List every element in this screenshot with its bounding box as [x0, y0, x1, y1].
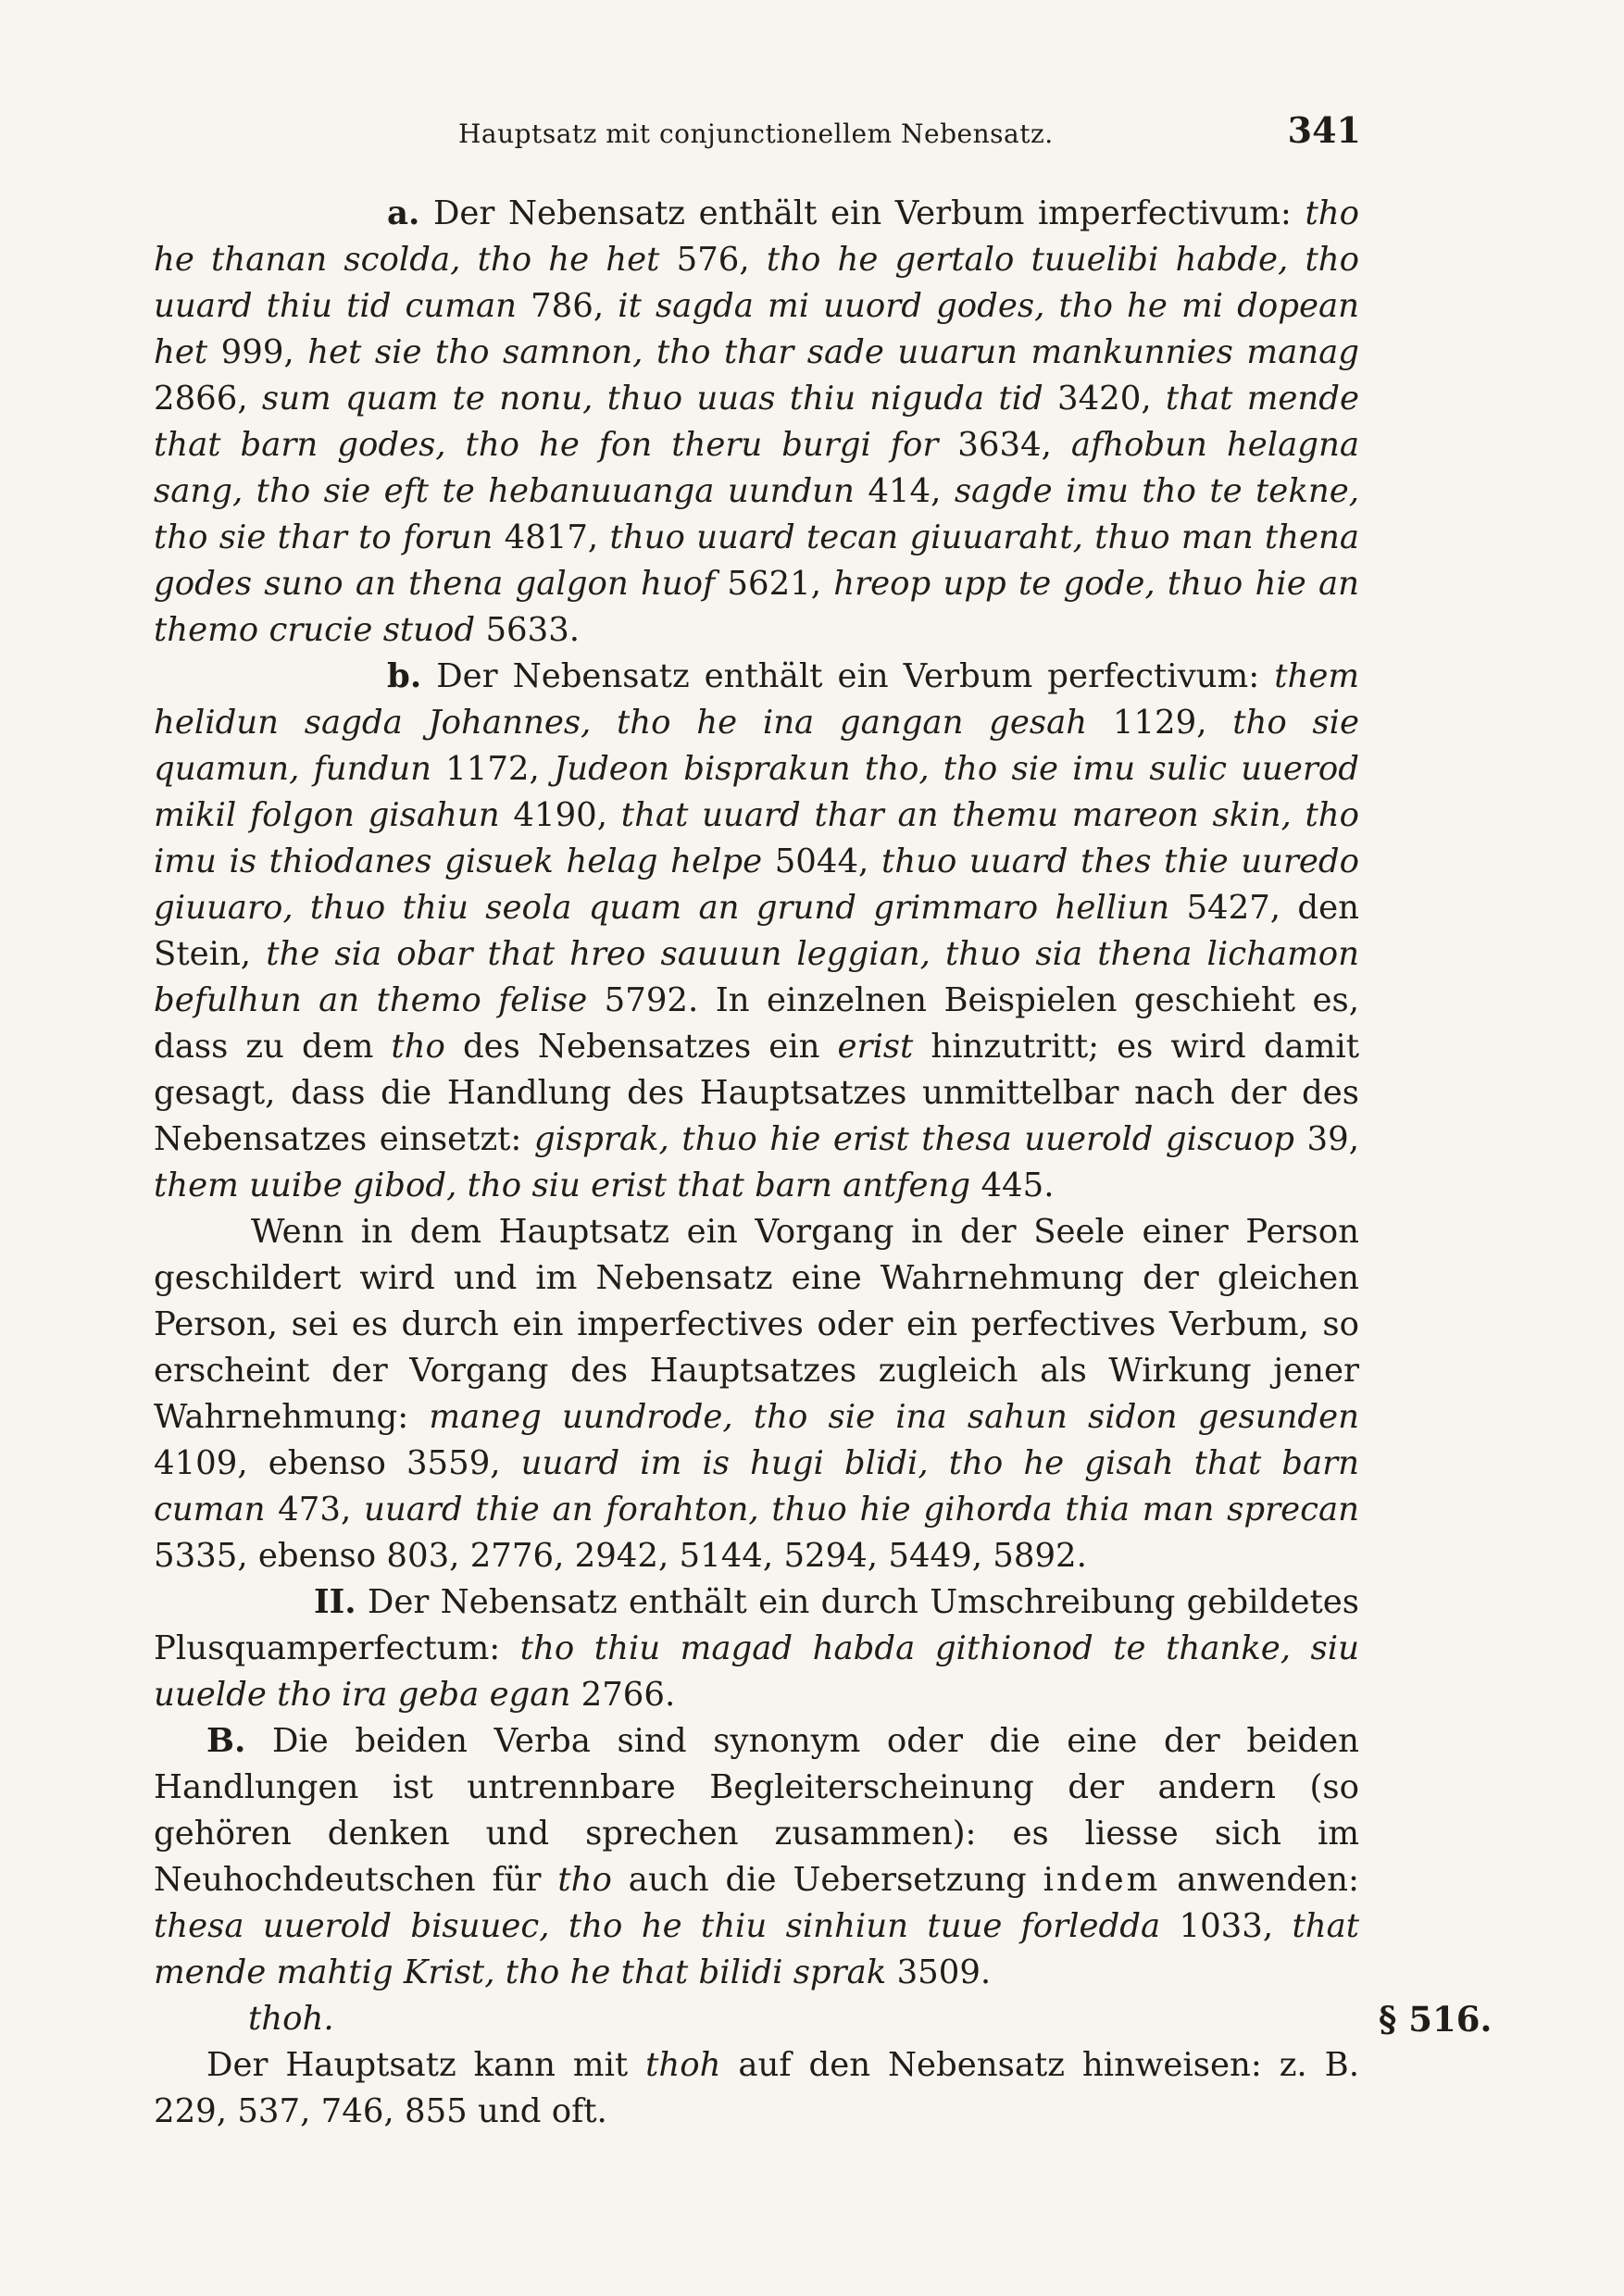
- verse-ref: 999,: [207, 333, 308, 371]
- example: Judeon bisprakun tho, tho sie imu sulic uuerod mikil folgon gisahun: [154, 750, 1359, 834]
- section-heading: [154, 1996, 1493, 2042]
- example: tho sie quamun, fundun: [154, 704, 1359, 788]
- verse-ref: 1129,: [1087, 704, 1233, 742]
- verse-ref: 5633.: [475, 611, 581, 649]
- verse-ref: 3509.: [886, 1953, 992, 1991]
- verse-ref: 576,: [659, 241, 767, 279]
- page-number: 341: [1287, 109, 1361, 151]
- body-text: Der Hauptsatz kann mit: [206, 2046, 646, 2084]
- body-text: des Nebensatzes ein: [444, 1028, 838, 1066]
- body-text: Wenn in dem Hauptsatz ein Vorgang in der Seele einer Person geschildert wird und im Nebensatz eine Wahrnehmung der gleichen Person, sei es durch ein imperfectives oder ein perfectives Verbum, so erscheint der Vorgang des Hauptsatzes zugleich als Wirkung jener Wahrnehmung:: [154, 1213, 1359, 1436]
- body-text: Die beiden Verba sind synonym oder die eine der beiden Handlungen ist untrennbare Begleiterscheinung der andern (so gehören denken und sprechen zusammen): es liesse sich im Neuhochdeutschen für: [154, 1722, 1359, 1899]
- example-word: thoh: [645, 2046, 721, 2084]
- verse-ref: 4109, ebenso 3559,: [154, 1444, 521, 1482]
- example: that mende mahtig Krist, tho he that bilidi sprak: [154, 1907, 1360, 1991]
- verse-ref: 3634,: [938, 426, 1071, 464]
- main-text: [154, 191, 1493, 2135]
- example: hreop upp te gode, thuo hie an themo crucie stuod: [154, 565, 1359, 649]
- body-text: auch die Uebersetzung: [611, 1861, 1043, 1899]
- example: thuo uuard tecan giuuaraht, thuo man thena godes suno an thena galgon huof: [154, 518, 1360, 603]
- example: thesa uuerold bisuuec, tho he thiu sinhiun tuue forledda: [154, 1907, 1161, 1945]
- example: the sia obar that hreo sauuun leggian, thuo sia thena lichamon befulhun an themo felise: [154, 935, 1359, 1019]
- example: that mende that barn godes, tho he fon theru burgi for: [154, 380, 1359, 464]
- marker-ii: II.: [314, 1583, 356, 1621]
- example: it sagda mi uuord godes, tho he mi dopean het: [154, 287, 1359, 371]
- example: sum quam te nonu, thuo uuas thiu niguda tid: [261, 380, 1043, 418]
- example: tho he gertalo tuuelibi habde, tho uuard thiu tid cuman: [154, 241, 1359, 325]
- verse-ref: 4190,: [499, 796, 621, 834]
- page-header: [458, 109, 1361, 165]
- example: thuo uuard thes thie uuredo giuuaro, thuo thiu seola quam an grund grimmaro helliun: [154, 842, 1359, 927]
- verse-ref: 786,: [517, 287, 618, 325]
- body-text: anwenden:: [1160, 1861, 1359, 1899]
- verse-ref: 3420,: [1043, 380, 1166, 418]
- marker-a: a.: [387, 194, 420, 232]
- marker-B: B.: [206, 1722, 246, 1760]
- paragraph-wenn: [154, 1209, 1359, 1579]
- verse-ref: 5621,: [715, 565, 834, 603]
- marker-b: b.: [387, 657, 422, 695]
- verse-ref: 2866,: [154, 380, 262, 418]
- paragraph-ii: [154, 1579, 1359, 1718]
- example: maneg uundrode, tho sie ina sahun sidon gesunden: [429, 1398, 1359, 1436]
- section-mark: § 516.: [1379, 1999, 1493, 2040]
- section-keyword: thoh.: [248, 2000, 334, 2038]
- example: afhobun helagna sang, tho sie eft te hebanuuanga uundun: [154, 426, 1360, 510]
- example: tho thiu magad habda githionod te thanke, siu uuelde tho ira geba egan: [154, 1629, 1359, 1714]
- example: them helidun sagda Johannes, tho he ina gangan gesah: [154, 657, 1359, 742]
- verse-ref: 473,: [265, 1491, 364, 1529]
- spaced-word: indem: [1043, 1861, 1161, 1899]
- example-word: erist: [837, 1028, 914, 1066]
- verse-ref: 2766.: [570, 1676, 676, 1714]
- example-word: tho: [557, 1861, 612, 1899]
- example: sagde imu tho te tekne, tho sie thar to forun: [154, 472, 1359, 556]
- example: gisprak, thuo hie erist thesa uuerold giscuop: [533, 1120, 1295, 1158]
- verse-ref: 414,: [854, 472, 955, 510]
- example: tho he thanan scolda, tho he het: [154, 194, 1359, 279]
- body-text: hinzutritt; es wird damit gesagt, dass die Handlung des Hauptsatzes unmittelbar nach der des Nebensatzes einsetzt:: [154, 1028, 1359, 1158]
- example: uuard im is hugi blidi, tho he gisah that barn cuman: [154, 1444, 1359, 1529]
- body-text: 5792. In einzelnen Beispielen geschieht es, dass zu dem: [154, 981, 1359, 1066]
- verse-ref: 445.: [970, 1167, 1055, 1204]
- example: uuard thie an forahton, thuo hie gihorda thia man sprecan: [363, 1491, 1359, 1529]
- running-title: Hauptsatz mit conjunctionellem Nebensatz.: [458, 119, 1054, 149]
- body-text: Der Nebensatz enthält ein durch Umschreibung gebildetes Plusquamperfectum:: [154, 1583, 1359, 1667]
- example: that uuard thar an themu mareon skin, tho imu is thiodanes gisuek helag helpe: [154, 796, 1359, 880]
- lead-text: Der Nebensatz enthält ein Verbum perfectivum:: [421, 657, 1275, 695]
- verse-ref: 5427, den Stein,: [154, 889, 1359, 973]
- verse-ref: 39,: [1294, 1120, 1359, 1158]
- example: them uuibe gibod, tho siu erist that barn antfeng: [154, 1167, 971, 1204]
- example-word: tho: [391, 1028, 445, 1066]
- verse-ref: 1033,: [1160, 1907, 1293, 1945]
- verse-ref: 4817,: [493, 518, 610, 556]
- paragraph-a: [154, 191, 1359, 654]
- verse-ref: 1172,: [431, 750, 554, 788]
- paragraph-B: [154, 1718, 1359, 1996]
- lead-text: Der Nebensatz enthält ein Verbum imperfectivum:: [419, 194, 1305, 232]
- verse-ref: 5335, ebenso 803, 2776, 2942, 5144, 5294, 5449, 5892.: [154, 1537, 1087, 1575]
- body-text: auf den Nebensatz hinweisen: z. B. 229, 537, 746, 855 und oft.: [154, 2046, 1359, 2130]
- verse-ref: 5044,: [762, 842, 881, 880]
- paragraph-thoh: [154, 2042, 1359, 2135]
- example: het sie tho samnon, tho thar sade uuarun mankunnies manag: [307, 333, 1359, 371]
- paragraph-b: [154, 654, 1359, 1209]
